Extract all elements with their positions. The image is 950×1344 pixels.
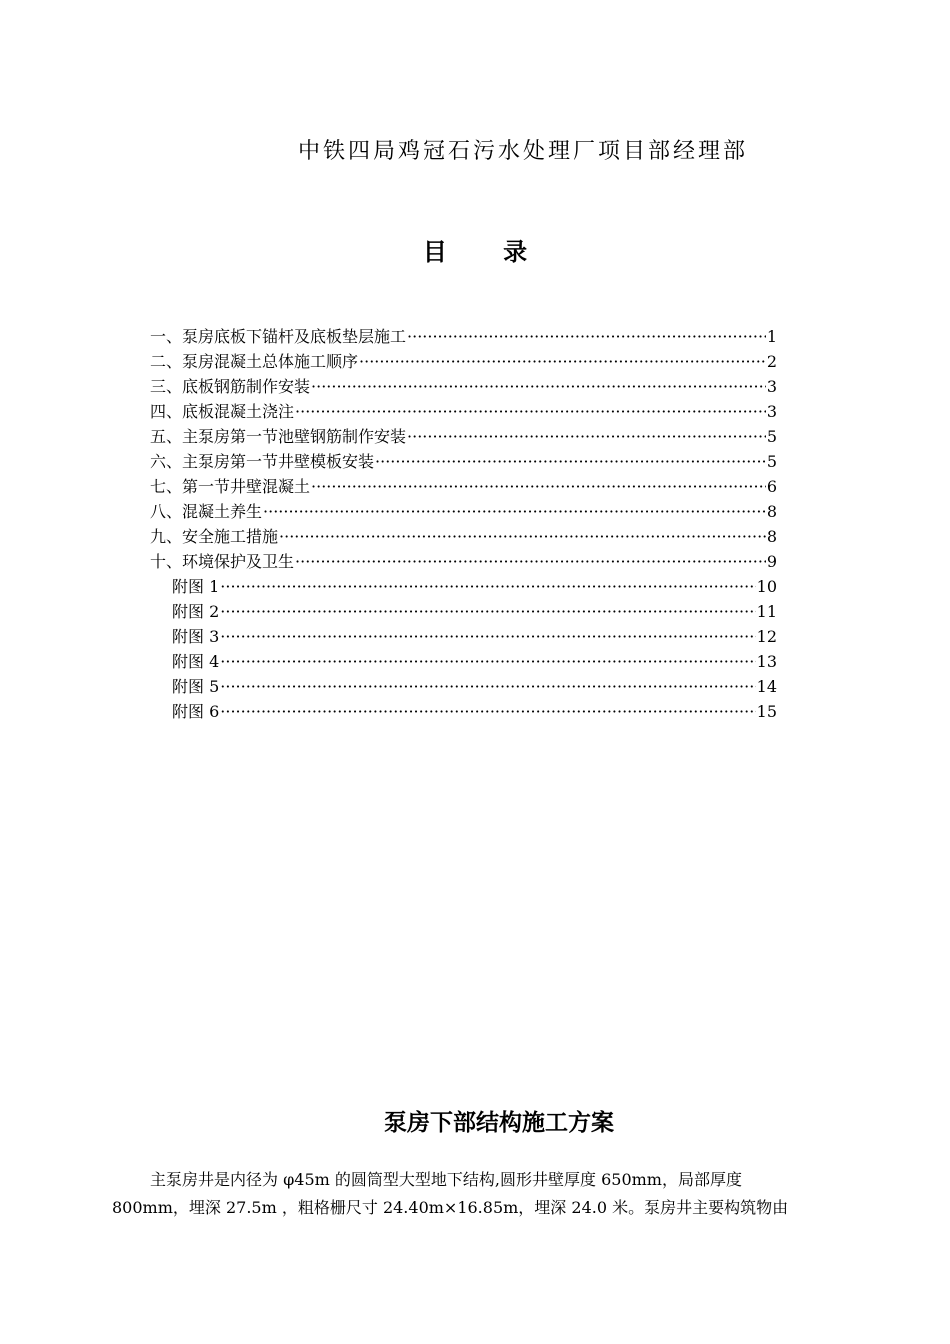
document-title: 泵房下部结构施工方案 [384,1109,614,1136]
toc-entry-page: 12 [756,627,777,646]
toc-entry-page: 8 [766,527,777,546]
toc-appendix-entry[interactable] [150,649,777,674]
toc-entry[interactable] [150,449,777,474]
toc-appendix-entry[interactable] [150,674,777,699]
organization-header: 中铁四局鸡冠石污水处理厂项目部经理部 [297,139,748,164]
toc-leader-dots [407,424,766,449]
toc-appendix-entry[interactable] [150,624,777,649]
toc-entry-page: 11 [756,602,777,621]
toc-entry-label: 十、环境保护及卫生 [150,552,295,571]
toc-leader-dots [375,449,766,474]
toc-entry-page: 8 [766,502,777,521]
toc-leader-dots [220,624,755,649]
toc-entry-page: 5 [766,452,777,471]
toc-entry[interactable] [150,399,777,424]
toc-leader-dots [311,374,766,399]
toc-entry[interactable] [150,549,777,574]
toc-entry[interactable] [150,524,777,549]
toc-leader-dots [311,474,766,499]
toc-leader-dots [279,524,766,549]
toc-entry-label: 五、主泵房第一节池壁钢筋制作安装 [150,427,407,446]
toc-entry[interactable] [150,424,777,449]
toc-entry[interactable] [150,324,777,349]
toc-entry-page: 1 [766,327,777,346]
toc-entry-page: 3 [766,402,777,421]
toc-entry-page: 2 [766,352,777,371]
toc-entry-page: 15 [756,702,777,721]
toc-entry-label: 附图 4 [172,652,220,671]
toc-leader-dots [220,599,755,624]
toc-appendix-entry[interactable] [150,699,777,724]
paragraph-line: 800mm，埋深 27.5m ，粗格栅尺寸 24.40m×16.85m，埋深 24.0 米。泵房井主要构筑物由 [112,1198,789,1217]
toc-entry[interactable] [150,499,777,524]
toc-entry-label: 九、安全施工措施 [150,527,279,546]
body-paragraph [112,1166,850,1222]
toc-entry-page: 6 [766,477,777,496]
toc-entry-label: 二、泵房混凝土总体施工顺序 [150,352,359,371]
toc-entry[interactable] [150,474,777,499]
toc-entry-page: 13 [756,652,777,671]
table-of-contents [150,324,777,724]
toc-entry-label: 附图 5 [172,677,220,696]
toc-leader-dots [220,699,755,724]
toc-entry-label: 四、底板混凝土浇注 [150,402,295,421]
toc-entry-page: 9 [766,552,777,571]
toc-entry[interactable] [150,374,777,399]
toc-leader-dots [220,649,755,674]
toc-leader-dots [220,574,755,599]
toc-entry-label: 附图 3 [172,627,220,646]
toc-entry-page: 3 [766,377,777,396]
toc-entry-label: 七、第一节井壁混凝土 [150,477,311,496]
toc-appendix-entry[interactable] [150,574,777,599]
toc-appendix-entry[interactable] [150,599,777,624]
toc-entry-page: 14 [756,677,777,696]
paragraph-line: 主泵房井是内径为 φ45m 的圆筒型大型地下结构,圆形井壁厚度 650mm，局部厚度 [150,1170,742,1189]
toc-entry-label: 六、主泵房第一节井壁模板安装 [150,452,375,471]
toc-entry-label: 附图 2 [172,602,220,621]
toc-title: 目 录 [422,237,552,266]
toc-entry-page: 10 [756,577,777,596]
toc-leader-dots [220,674,755,699]
toc-entry-page: 5 [766,427,777,446]
toc-entry-label: 三、底板钢筋制作安装 [150,377,311,396]
toc-leader-dots [263,499,766,524]
toc-entry-label: 附图 6 [172,702,220,721]
toc-leader-dots [407,324,766,349]
toc-entry-label: 一、泵房底板下锚杆及底板垫层施工 [150,327,407,346]
toc-leader-dots [295,549,766,574]
toc-leader-dots [359,349,766,374]
toc-entry[interactable] [150,349,777,374]
toc-entry-label: 八、混凝土养生 [150,502,263,521]
toc-entry-label: 附图 1 [172,577,220,596]
toc-leader-dots [295,399,766,424]
